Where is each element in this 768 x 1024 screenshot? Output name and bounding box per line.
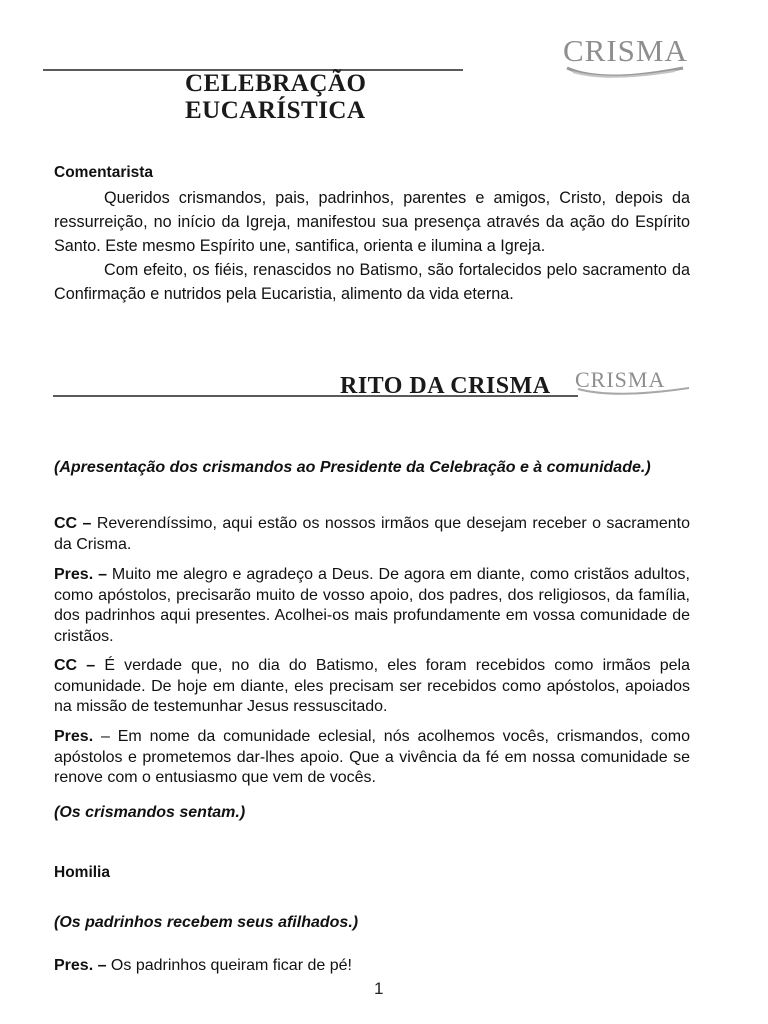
title-line1: CELEBRAÇÃO: [185, 70, 367, 97]
title-line2: EUCARÍSTICA: [185, 97, 366, 124]
intro-text: [54, 186, 690, 306]
dialogue-text: Os padrinhos queiram ficar de pé!: [106, 957, 352, 974]
intro-paragraph-2: Com efeito, os fiéis, renascidos no Batismo, são fortalecidos pelo sacramento da Confirmação e nutridos pela Eucaristia, alimento da vida eterna.: [54, 261, 690, 303]
dialogue-line-final: [54, 956, 690, 977]
dialogue-line-4: [54, 727, 690, 789]
dialogue-line-1: [54, 514, 690, 555]
rubric-godparents: (Os padrinhos recebem seus afilhados.): [54, 914, 359, 931]
logo-swoosh-small-icon: [575, 385, 693, 399]
crisma-logo: [563, 34, 688, 84]
rubric-presentation: (Apresentação dos crismandos ao Presidente da Celebração e à comunidade.): [54, 459, 651, 476]
page-number: 1: [374, 979, 384, 998]
logo-wordmark: CRISMA: [563, 33, 688, 68]
speaker-cc: CC –: [54, 657, 96, 674]
intro-paragraph-1: Queridos crismandos, pais, padrinhos, parentes e amigos, Cristo, depois da ressurreição, no início da Igreja, manifestou sua presença através da ação do Espírito Santo. Este mesmo Espírito une, santifica, orienta e ilumina a Igreja.: [54, 189, 690, 255]
dialogue-line-3: [54, 656, 690, 718]
speaker-pres: Pres. –: [54, 957, 107, 974]
speaker-comentarista: Comentarista: [54, 164, 154, 181]
logo-swoosh-icon: [563, 62, 688, 84]
speaker-pres: Pres.: [54, 728, 94, 745]
dialogue-text: É verdade que, no dia do Batismo, eles foram recebidos como irmãos pela comunidade. De hoje em diante, eles precisam ser recebidos como apóstolos, apoiados na missão de testemunhar Jesus ressuscitado.: [54, 657, 691, 715]
dialogue-text: Muito me alegro e agradeço a Deus. De agora em diante, como cristãos adultos, como apóstolos, precisarão muito de vosso apoio, dos padres, dos religiosos, da família, dos padrinhos aqui presentes. Acolhei-os mais profundamente em vossa comunidade de cristãos.: [54, 566, 690, 645]
homily-heading: Homilia: [54, 864, 110, 881]
logo-wordmark-small: CRISMA: [575, 367, 666, 392]
dialogue-text: – Em nome da comunidade eclesial, nós acolhemos vocês, crismandos, como apóstolos e prometemos dar-lhes apoio. Que a vivência da fé em nossa comunidade se renove com o entusiasmo que vem de vocês.: [54, 728, 690, 786]
dialogue-line-2: [54, 565, 690, 647]
rubric-sit: (Os crismandos sentam.): [54, 804, 246, 821]
dialogue-text: Reverendíssimo, aqui estão os nossos irmãos que desejam receber o sacramento da Crisma.: [54, 515, 691, 553]
speaker-pres: Pres. –: [54, 566, 107, 583]
crisma-logo-small: [575, 369, 693, 399]
rite-title: RITO DA CRISMA: [340, 373, 551, 399]
speaker-cc: CC –: [54, 515, 92, 532]
